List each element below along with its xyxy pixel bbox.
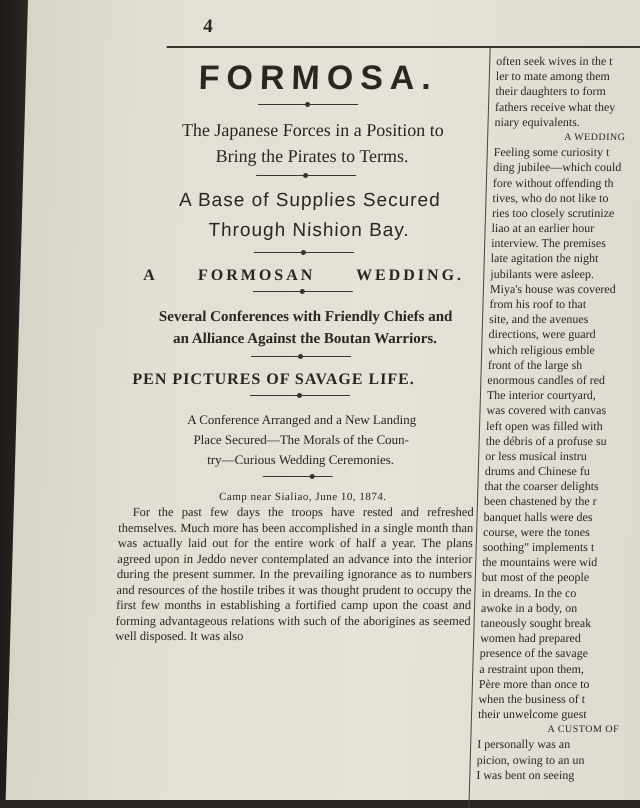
deck-pen-pictures: PEN PICTURES OF SAVAGE LIFE. (132, 371, 416, 388)
deck-line: Several Conferences with Friendly Chiefs and (158, 309, 453, 325)
column-text-line: ding jubilee—which could (493, 160, 622, 175)
column-text-line: picion, owing to an un (476, 752, 585, 767)
dateline: Camp near Sialiao, June 10, 1874. (218, 491, 387, 503)
column-text-line: been chastened by the r (483, 494, 597, 509)
deck-divider (256, 175, 356, 176)
column-text-line: The interior courtyard, (486, 388, 597, 403)
column-text-line: presence of the savage (479, 646, 589, 661)
deck-line: A Base of Supplies Secured (178, 190, 441, 211)
column-text-line: Père more than once to (478, 676, 590, 691)
deck-divider (249, 395, 349, 396)
column-text-line: that the coarser delights (484, 479, 599, 494)
column-text-line: course, were the tones (482, 524, 590, 539)
deck-line: Place Secured—The Morals of the Coun- (193, 432, 410, 447)
column-text-line: enormous candles of red (487, 372, 606, 387)
column-text-line: interview. The premises (491, 236, 607, 251)
article-body-paragraph: For the past few days the troops have rested and refreshed themselves. Much more has been accomplished in a single month than was actually laid out for the entire work of half a year. The plans agreed upon in Jeddo never contemplated an advance into the interior during the present summer. In the prevailing ignorance as to numbers and resources of the hostile tribes it was thought prudent to occupy the first few months in establishing a fortified camp upon the coast and forming advantageous relations with such of the aborigines as seemed well disposed. It was also (115, 505, 474, 643)
deck-divider (252, 291, 352, 292)
column-text-line: fore without offending th (492, 175, 614, 190)
column-text-line: their unwelcome guest (477, 707, 587, 722)
column-text-line: site, and the avenues (488, 312, 589, 327)
column-text-line: but most of the people (481, 570, 590, 585)
column-text-line: late agitation the night (490, 251, 599, 266)
column-text-line: taneously sought break (480, 615, 592, 630)
deck-divider (253, 252, 353, 253)
column-text-line: banquet halls were des (483, 509, 593, 524)
deck-conferences (123, 306, 479, 350)
deck-line: an Alliance Against the Boutan Warriors. (172, 331, 438, 347)
main-article-column (115, 52, 487, 645)
column-text-line: or less musical instru (485, 448, 588, 463)
column-text-line: fathers receive what they (494, 99, 616, 114)
column-subhead: A CUSTOM OF (547, 724, 620, 736)
column-text-line: niary equivalents. (494, 114, 581, 129)
column-text-line: ries too closely scrutinize (491, 205, 615, 220)
column-text-line: soothing" implements t (482, 540, 595, 554)
column-text-line: I was bent on seeing (476, 767, 575, 782)
deck-line: A Conference Arranged and a New Landing (187, 412, 417, 427)
column-text-line: I personally was an (477, 737, 571, 752)
column-subhead: A WEDDING (564, 131, 626, 143)
column-text-line: a restraint upon them, (479, 661, 585, 676)
column-text-line: Miya's house was covered (489, 281, 616, 296)
newspaper-page (6, 0, 640, 800)
deck-line: try—Curious Wedding Ceremonies. (207, 452, 395, 467)
deck-japanese-forces (128, 117, 484, 169)
deck-base-of-supplies (126, 186, 483, 246)
column-text-line: often seek wives in the t (496, 54, 613, 68)
column-text-line: the mountains were wid (482, 555, 598, 570)
deck-divider (258, 104, 358, 105)
page-number: 4 (202, 16, 214, 37)
column-text-line: directions, were guard (488, 327, 596, 342)
column-text-line: liao at an earlier hour (491, 221, 595, 236)
top-rule (167, 46, 640, 48)
column-text-line: jubilants were asleep. (490, 266, 595, 281)
column-text-line: left open was filled with (485, 418, 603, 433)
column-text-line: tives, who do not like to (492, 190, 609, 205)
article-headline: FORMOSA. (198, 59, 439, 97)
column-text-line: women had prepared (479, 631, 581, 646)
column-text-line: their daughters to form (495, 84, 606, 99)
column-text-line: which religious emble (488, 342, 596, 357)
column-text-line: Feeling some curiosity t (493, 145, 610, 160)
deck-line: Through Nishion Bay. (208, 220, 411, 241)
column-text-line: front of the large sh (487, 357, 583, 372)
column-text-line: was covered with canvas (486, 403, 607, 418)
column-text-line: in dreams. In the co (481, 585, 577, 600)
deck-line: Bring the Pirates to Terms. (215, 146, 409, 166)
column-text-line: ler to mate among them (495, 69, 611, 84)
column-text-line: the débris of a profuse su (485, 433, 607, 448)
deck-divider (251, 356, 351, 357)
column-text-line: when the business of t (478, 691, 586, 706)
column-text-line: drums and Chinese fu (484, 464, 591, 479)
deck-conference-arranged (120, 410, 477, 470)
column-text-line: from his roof to that (489, 297, 587, 311)
adjacent-column (476, 54, 640, 783)
column-text-line: awoke in a body, on (480, 600, 578, 615)
deck-line: The Japanese Forces in a Position to (181, 120, 445, 140)
deck-divider (262, 476, 332, 477)
deck-formosan-wedding: A FORMOSAN WEDDING. (143, 267, 465, 284)
